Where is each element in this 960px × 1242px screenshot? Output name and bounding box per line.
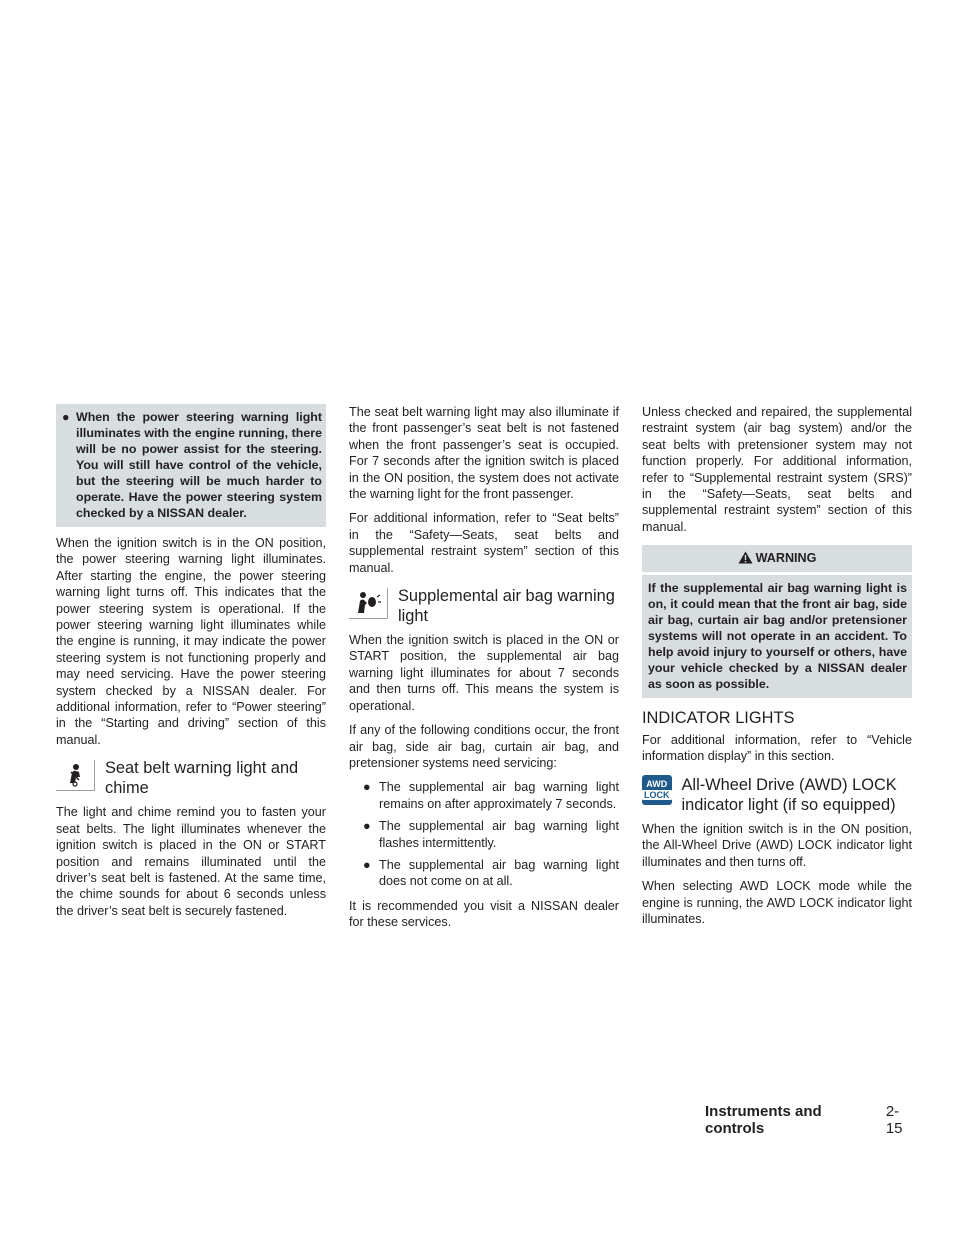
bullet-icon: ● — [363, 780, 371, 795]
column-3 — [642, 404, 912, 935]
srs-paragraph: Unless checked and repaired, the supplemental restraint system (air bag system) and/or the seat belts with pretensioner system may not function properly. For additional information, refer to “Supplemental restraint system (SRS)” in the “Safety—Seats, seat belts and supplemental restraint system” section of this manual. — [642, 405, 912, 534]
airbag-heading-text: Supplemental air bag warning light — [398, 587, 615, 626]
airbag-operation-paragraph: When the ignition switch is placed in the ON or START position, the supplemental air bag warning light illuminates for about 7 seconds and then turns off. This means the system is operational. — [349, 633, 619, 713]
airbag-icon — [349, 588, 388, 619]
page-number: 2-15 — [885, 1103, 903, 1137]
warning-title-text: WARNING — [755, 551, 817, 566]
footer-section-name: Instruments and controls — [705, 1103, 822, 1137]
warning-title — [642, 545, 912, 571]
awd-ignition-paragraph: When the ignition switch is in the ON position, the All-Wheel Drive (AWD) LOCK indicator light illuminates and then turns off. — [642, 821, 912, 869]
warning-triangle-icon — [738, 551, 753, 564]
seatbelt-icon — [56, 760, 95, 791]
list-item: ● The supplemental air bag warning light flashes intermittently. — [363, 819, 619, 850]
list-item: ● The supplemental air bag warning light does not come on at all. — [363, 857, 619, 889]
page-footer — [705, 1103, 915, 1137]
seatbelt-paragraph: The light and chime remind you to fasten your seat belts. The light illuminates whenever the ignition switch is placed in the ON or START position and remains illuminated until the driver’s seat belt is fastened. At the same time, the chime sounds for about 6 seconds unless the driver’s seat belt is securely fastened. — [56, 805, 326, 918]
list-item: ● The supplemental air bag warning light remains on after approximately 7 seconds. — [363, 780, 619, 811]
warning-body: If the supplemental air bag warning light is on, it could mean that the front air bag, side air bag, curtain air bag and/or pretensioner systems will not operate in an accident. To help avoid injury to yourself or others, have your vehicle checked by a NISSAN dealer as soon as possible. — [642, 575, 912, 698]
bullet-icon: ● — [363, 857, 371, 872]
airbag-conditions-paragraph: If any of the following conditions occur, the front air bag, side air bag, curtain air bag, and pretensioner systems need servicing: — [349, 723, 619, 770]
column-1 — [56, 404, 326, 927]
indicator-reference-paragraph: For additional information, refer to “Vehicle information display” in this section. — [642, 733, 912, 764]
awd-heading-text: All-Wheel Drive (AWD) LOCK indicator light (if so equipped) — [681, 775, 897, 814]
airbag-conditions-list — [349, 779, 619, 889]
power-steering-caution-box — [56, 404, 326, 527]
dealer-recommendation-paragraph: It is recommended you visit a NISSAN dealer for these services. — [349, 898, 619, 930]
awd-lock-icon: AWD LOCK — [642, 775, 672, 805]
seatbelt-heading-text: Seat belt warning light and chime — [105, 759, 299, 798]
awd-mode-paragraph: When selecting AWD LOCK mode while the engine is running, the AWD LOCK indicator light illuminates. — [642, 879, 912, 926]
airbag-heading — [349, 586, 619, 626]
seatbelt-reference-paragraph: For additional information, refer to “Seat belts” in the “Safety—Seats, seat belts and supplemental restraint system” section of this manual. — [349, 511, 619, 575]
bullet-icon: ● — [363, 819, 371, 834]
power-steering-paragraph: When the ignition switch is in the ON position, the power steering warning light illuminates. After starting the engine, the power steering warning light turns off. This indicates that the power steering system is operational. If the power steering warning light illuminates while the engine is running, it may indicate the power steering system is not functioning properly and may need servicing. Have the power steering system checked by a NISSAN dealer. For additional information, refer to “Power steering” in the “Starting and driving” section of this manual. — [56, 536, 326, 747]
awd-heading — [642, 775, 912, 815]
bullet-icon: ● — [62, 410, 70, 424]
section-title: INDICATOR LIGHTS — [642, 708, 795, 727]
power-steering-caution-text: When the power steering warning light illuminates with the engine running, there will be no power assist for the steering. You will still have control of the vehicle, but the steering will be much harder to operate. Have the power steering system checked by a NISSAN dealer. — [76, 410, 322, 520]
column-2 — [349, 404, 619, 939]
seatbelt-heading — [56, 758, 326, 798]
seatbelt-passenger-paragraph: The seat belt warning light may also illuminate if the front passenger’s seat belt is not fastened when the front passenger’s seat is occupied. For 7 seconds after the ignition switch is placed in the ON position, the system does not activate the warning light for the front passenger. — [349, 405, 619, 502]
